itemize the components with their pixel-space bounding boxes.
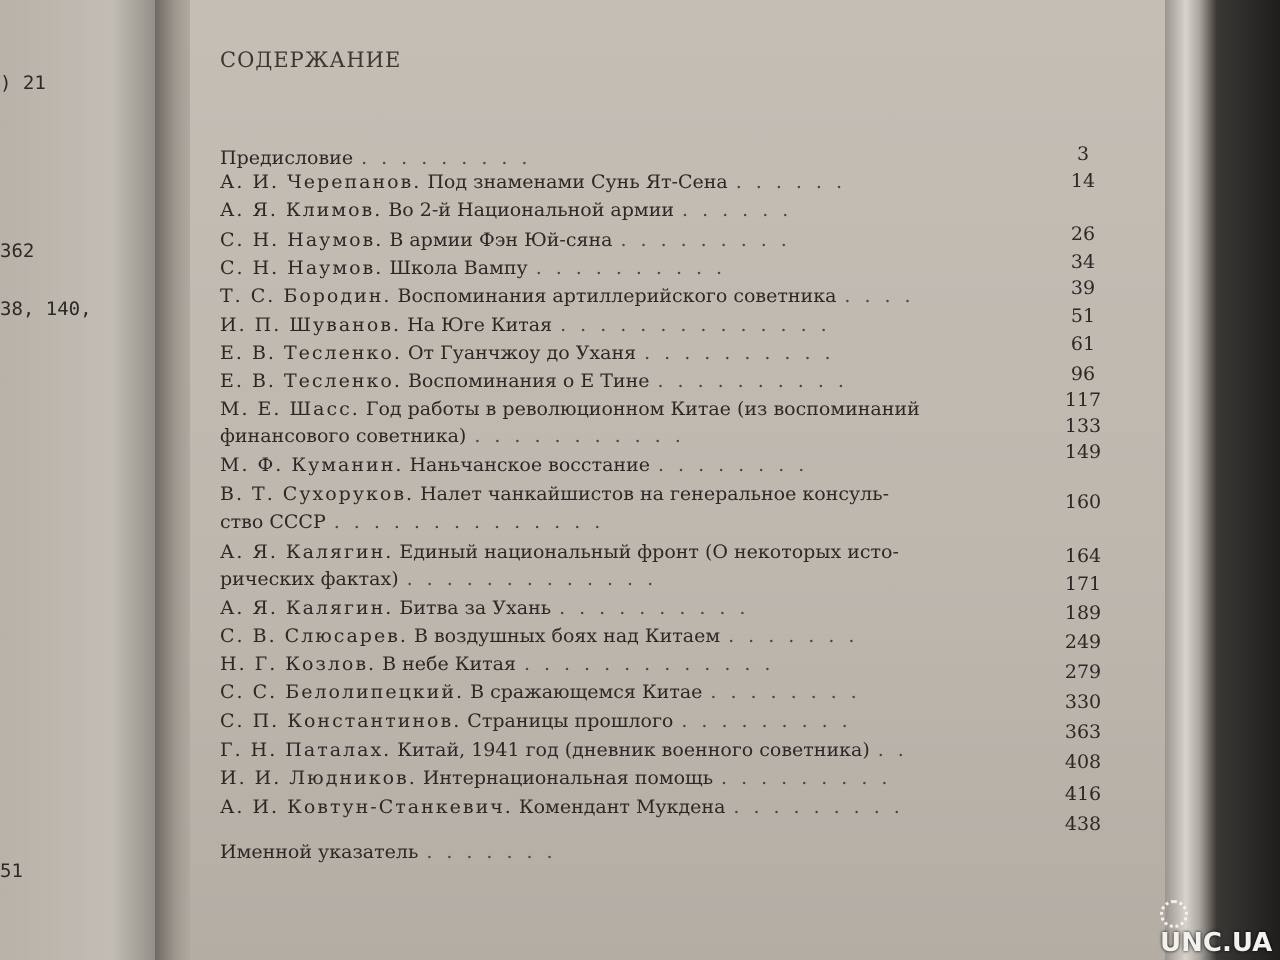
toc-entry: И. И. Людников. Интернациональная помощь ......... [220, 767, 902, 789]
page-number: 51 [1070, 305, 1096, 327]
page-number: 416 [1064, 783, 1102, 805]
toc-entry: С. П. Константинов. Страницы прошлого ......... [220, 710, 862, 732]
toc-entry: С. Н. Наумов. Школа Вампу .......... [220, 257, 737, 279]
toc-entry: И. П. Шуванов. На Юге Китая .............. [220, 314, 841, 336]
page-number: 34 [1070, 251, 1096, 273]
toc-entry: рических фактах) ............. [220, 568, 668, 590]
page-number: 133 [1064, 415, 1102, 437]
toc-entry: Н. Г. Козлов. В небе Китая ............. [220, 653, 785, 675]
watermark-logo [1160, 898, 1280, 958]
toc-entry: А. Я. Калягин. Битва за Ухань .......... [220, 597, 760, 619]
toc-entry: А. Я. Калягин. Единый национальный фронт (О некоторых исто- [220, 541, 899, 563]
page-number: 14 [1070, 170, 1096, 192]
page-number: 279 [1064, 661, 1102, 683]
page-number: 160 [1064, 491, 1102, 513]
toc-entry: Предисловие ......... [220, 147, 542, 169]
left-page-fragment: 51 [0, 860, 23, 882]
left-page-fragment: 362 [0, 240, 35, 262]
sun-icon [1160, 900, 1188, 928]
contents-heading: СОДЕРЖАНИЕ [220, 48, 402, 72]
toc-entry: Г. Н. Паталах. Китай, 1941 год (дневник военного советника) .. [220, 739, 918, 761]
page-edge [1165, 0, 1280, 960]
toc-entry: А. И. Ковтун-Станкевич. Комендант Мукдена ......... [220, 796, 914, 818]
toc-entry: С. С. Белолипецкий. В сражающемся Китае ........ [220, 681, 871, 703]
page-number: 117 [1064, 389, 1102, 411]
page-number: 39 [1070, 277, 1096, 299]
page-number: 408 [1064, 751, 1102, 773]
toc-entry: финансового советника) ........... [220, 425, 695, 447]
toc-entry: М. Ф. Куманин. Наньчанское восстание ........ [220, 454, 819, 476]
page-number: 61 [1070, 333, 1096, 355]
toc-entry: Е. В. Тесленко. Воспоминания о Е Тине .......... [220, 370, 858, 392]
page-number: 249 [1064, 631, 1102, 653]
page-number: 149 [1064, 441, 1102, 463]
left-page-fragment: ) 21 [0, 72, 46, 94]
toc-entry: М. Е. Шасс. Год работы в революционном Китае (из воспоминаний [220, 398, 920, 420]
page-number: 164 [1064, 545, 1102, 567]
page-number: 189 [1064, 602, 1102, 624]
toc-entry: Именной указатель ....... [220, 841, 567, 863]
toc-entry: Т. С. Бородин. Воспоминания артиллерийского советника .... [220, 285, 925, 307]
page-number: 3 [1076, 143, 1090, 165]
watermark-text: UNC.UA [1160, 928, 1273, 958]
toc-entry: С. В. Слюсарев. В воздушных боях над Китаем ....... [220, 625, 869, 647]
page-number: 26 [1070, 223, 1096, 245]
toc-entry: В. Т. Сухоруков. Налет чанкайшистов на генеральное консуль- [220, 483, 890, 505]
page-number: 171 [1064, 573, 1102, 595]
page-number: 96 [1070, 363, 1096, 385]
left-page-fragment: 38, 140, [0, 298, 92, 320]
page-number: 363 [1064, 721, 1102, 743]
toc-entry: С. Н. Наумов. В армии Фэн Юй-сяна ......... [220, 229, 801, 251]
left-page [0, 0, 160, 960]
toc-entry: А. Я. Климов. Во 2-й Национальной армии ...... [220, 199, 803, 221]
toc-entry: ство СССР .............. [220, 511, 615, 533]
toc-entry: Е. В. Тесленко. От Гуанчжоу до Уханя .......... [220, 342, 845, 364]
page-number: 438 [1064, 813, 1102, 835]
book-gutter [155, 0, 195, 960]
page-number: 330 [1064, 691, 1102, 713]
toc-entry: А. И. Черепанов. Под знаменами Сунь Ят-Сена ...... [220, 171, 857, 193]
